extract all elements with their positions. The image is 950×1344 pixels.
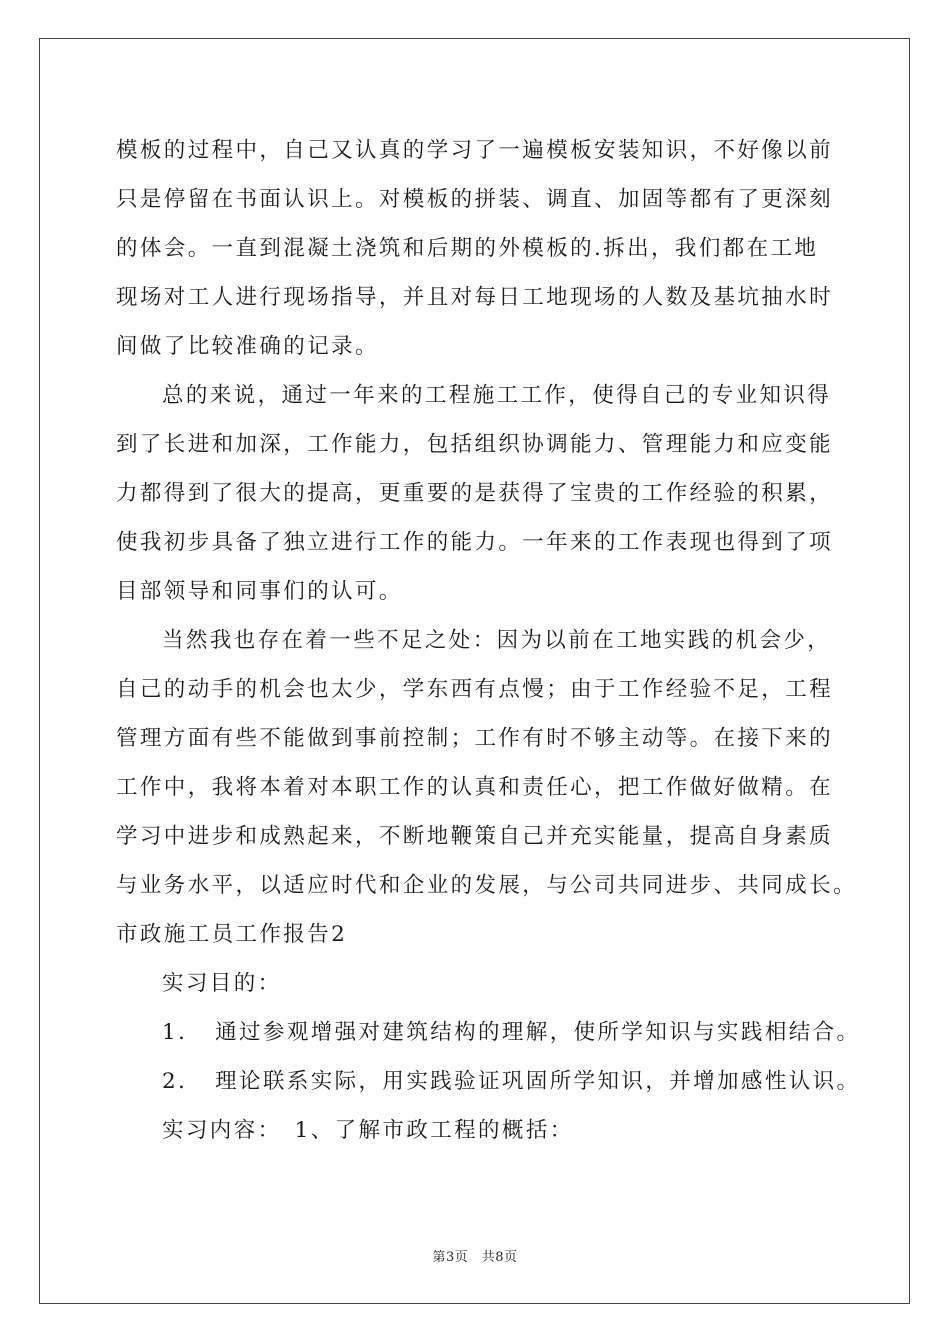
text-line: 间做了比较准确的记录。 [116, 334, 379, 359]
text-line: 只是停留在书面认识上。对模板的拼装、调直、加固等都有了更深刻 [116, 187, 834, 212]
text-line: 与业务水平，以适应时代和企业的发展，与公司共同进步、共同成长。 [116, 873, 857, 898]
text-line: 现场对工人进行现场指导，并且对每日工地现场的人数及基坑抽水时 [116, 285, 834, 310]
text-line: 管理方面有些不能做到事前控制；工作有时不够主动等。在接下来的 [116, 726, 834, 751]
list-item: 1． 通过参观增强对建筑结构的理解，使所学知识与实践相结合。 [162, 1020, 861, 1045]
document-body [116, 126, 861, 1155]
subheading-content: 实习内容： 1、了解市政工程的概括： [162, 1118, 574, 1143]
paragraph-first-line: 总的来说，通过一年来的工程施工工作，使得自己的专业知识得 [162, 383, 832, 408]
list-item: 2． 理论联系实际，用实践验证巩固所学知识，并增加感性认识。 [162, 1069, 861, 1094]
page-footer: 第3页 共8页 [432, 1250, 518, 1265]
text-line: 到了长进和加深，工作能力，包括组织协调能力、管理能力和应变能 [116, 432, 834, 457]
paragraph-first-line: 当然我也存在着一些不足之处：因为以前在工地实践的机会少， [162, 628, 832, 653]
text-line: 模板的过程中，自己又认真的学习了一遍模板安装知识，不好像以前 [116, 138, 834, 163]
section-heading: 市政施工员工作报告2 [116, 922, 348, 947]
text-line: 工作中，我将本着对本职工作的认真和责任心，把工作做好做精。在 [116, 775, 834, 800]
text-line: 自己的动手的机会也太少，学东西有点慢；由于工作经验不足，工程 [116, 677, 834, 702]
text-line: 目部领导和同事们的认可。 [116, 579, 403, 604]
text-line: 力都得到了很大的提高，更重要的是获得了宝贵的工作经验的积累， [116, 481, 834, 506]
text-line: 学习中进步和成熟起来，不断地鞭策自己并充实能量，提高自身素质 [116, 824, 834, 849]
text-line: 的体会。一直到混凝土浇筑和后期的外模板的.拆出，我们都在工地 [116, 236, 819, 261]
text-line: 使我初步具备了独立进行工作的能力。一年来的工作表现也得到了项 [116, 530, 834, 555]
subheading-purpose: 实习目的： [162, 971, 282, 996]
